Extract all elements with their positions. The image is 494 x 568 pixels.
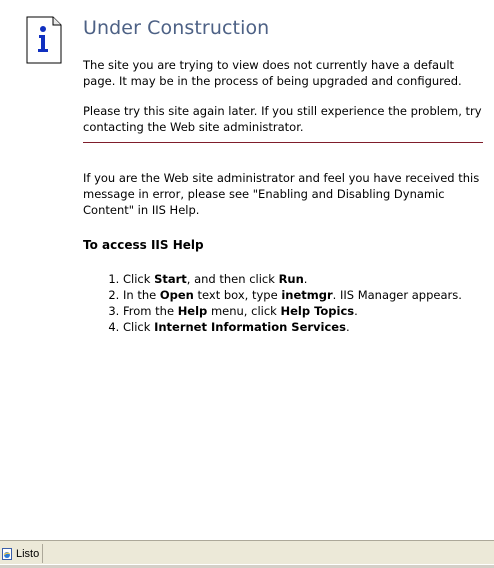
message-content: [83, 14, 483, 335]
ie-page-icon: [1, 548, 13, 560]
status-text: Listo: [16, 547, 40, 560]
help-heading: To access IIS Help: [83, 238, 204, 252]
retry-paragraph: Please try this site again later. If you still experience the problem, try contacting the Web site administrator.: [83, 104, 482, 134]
list-item: 2. In the Open text box, type inetmgr. IIS Manager appears.: [123, 287, 483, 303]
intro-paragraph: The site you are trying to view does not currently have a default page. It may be in the process of being upgraded and configured.: [83, 58, 462, 88]
status-bar: [0, 540, 494, 568]
help-steps-list: [83, 271, 483, 335]
admin-paragraph: If you are the Web site administrator and feel you have received this message in error, please see "Enabling and Disabling Dynamic Content" in IIS Help.: [83, 171, 480, 217]
info-icon: [26, 16, 62, 64]
page-title: Under Construction: [83, 17, 270, 39]
list-item: 3. From the Help menu, click Help Topics.: [123, 303, 483, 319]
status-pane: [0, 544, 43, 563]
list-item: 4. Click Internet Information Services.: [123, 319, 483, 335]
status-bar-edge: [0, 564, 494, 568]
divider: [83, 142, 483, 143]
list-item: 1. Click Start, and then click Run.: [123, 271, 483, 287]
